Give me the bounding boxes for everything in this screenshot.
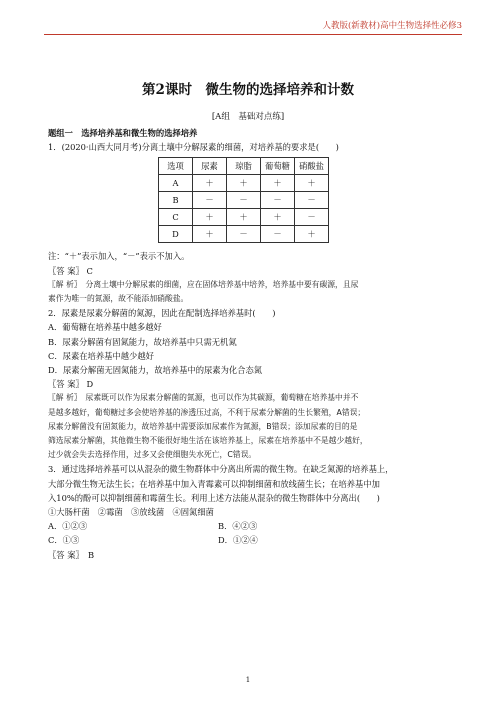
q3-stem-line: 3．通过选择培养基可以从混杂的微生物群体中分离出所需的微生物。在缺乏氮源的培养基上， <box>48 464 394 475</box>
table-cell: ＋ <box>193 209 227 226</box>
section-label: [A组 基础对点练] <box>211 112 285 122</box>
table-header-row <box>159 158 329 175</box>
q3-options-row <box>48 533 462 547</box>
table-cell: B <box>159 192 193 209</box>
page-title: 第2课时 微生物的选择培养和计数 <box>142 82 354 98</box>
q2-analysis-line: 是越多越好，葡萄糖过多会使培养基的渗透压过高，不利于尿素分解菌的生长繁殖，A错误； <box>48 407 366 417</box>
table-row <box>159 226 329 243</box>
table-cell: － <box>295 192 329 209</box>
table-row <box>159 209 329 226</box>
table-cell: D <box>159 226 193 243</box>
q2-option: A．葡萄糖在培养基中越多越好 <box>48 322 162 333</box>
running-header: 人教版(新教材)高中生物选择性必修3 <box>322 21 462 31</box>
q3-option: B．④②③ <box>218 521 258 532</box>
table-header-cell: 硝酸盐 <box>295 158 329 175</box>
q3-option: A．①②③ <box>48 521 88 532</box>
q2-analysis-line: 尿素分解菌没有固氮能力，故培养基中需要添加尿素作为氮源，B错误；添加尿素的目的是 <box>48 421 358 431</box>
table-cell: ＋ <box>227 209 261 226</box>
table-cell: － <box>193 192 227 209</box>
q3-answer: 〖答 案〗 B <box>48 549 95 560</box>
q2-answer: 〖答 案〗 D <box>48 379 94 390</box>
table-cell: ＋ <box>193 175 227 192</box>
table-header-cell: 选项 <box>159 158 193 175</box>
q2-option: B．尿素分解菌有固氮能力，故培养基中只需无机氮 <box>48 336 237 347</box>
q1-table <box>158 157 329 243</box>
table-row <box>159 175 329 192</box>
q1-analysis-line: 〖解 析〗 分离土壤中分解尿素的细菌，应在固体培养基中培养，培养基中要有碳源，且尿 <box>48 279 359 289</box>
q2-option: C．尿素在培养基中越少越好 <box>48 350 154 361</box>
q1-note: 注：“＋”表示加入，“－”表示不加入。 <box>48 251 190 262</box>
table-cell: ＋ <box>295 175 329 192</box>
table-cell: － <box>227 226 261 243</box>
table-cell: ＋ <box>295 226 329 243</box>
q2-analysis-line: 〖解 析〗 尿素既可以作为尿素分解菌的氮源，也可以作为其碳源，葡萄糖在培养基中并不 <box>48 393 359 403</box>
q3-stem-line: 入10%的酚可以抑制细菌和霉菌生长。利用上述方法能从混杂的微生物群体中分离出( ) <box>48 492 380 503</box>
table-cell: ＋ <box>227 175 261 192</box>
group-heading: 题组一 选择培养基和微生物的选择培养 <box>48 128 198 138</box>
q3-stem-line: ①大肠杆菌 ②霉菌 ③放线菌 ④固氮细菌 <box>48 507 214 518</box>
table-cell: － <box>261 192 295 209</box>
q1-answer: 〖答 案〗 C <box>48 265 93 276</box>
table-header-cell: 尿素 <box>193 158 227 175</box>
q2-analysis-line: 过少就会失去选择作用，过多又会使细胞失水死亡，C错误。 <box>48 450 257 460</box>
document-body <box>48 126 462 562</box>
q1-analysis-line: 素作为唯一的氮源，故不能添加硝酸盐。 <box>48 294 189 304</box>
q2-analysis-line: 筛选尿素分解菌，其他微生物不能很好地生活在该培养基上，尿素在培养基中不是越少越好， <box>48 436 368 446</box>
q2-option: D．尿素分解菌无固氮能力，故培养基中的尿素为化合态氮 <box>48 365 263 376</box>
table-cell: － <box>261 226 295 243</box>
q3-options-row <box>48 519 462 533</box>
table-cell: C <box>159 209 193 226</box>
table-cell: A <box>159 175 193 192</box>
table-cell: ＋ <box>261 209 295 226</box>
q1-stem: 1．(2020·山西大同月考)分离土壤中分解尿素的细菌，对培养基的要求是( ) <box>48 142 339 153</box>
table-cell: － <box>227 192 261 209</box>
q2-stem: 2．尿素是尿素分解菌的氮源，因此在配制选择培养基时( ) <box>48 308 276 319</box>
table-cell: ＋ <box>193 226 227 243</box>
q3-stem-line: 大部分微生物无法生长；在培养基中加入青霉素可以抑制细菌和放线菌生长；在培养基中加 <box>48 478 380 489</box>
header-rule <box>44 34 462 35</box>
table-cell: － <box>295 209 329 226</box>
table-row <box>159 192 329 209</box>
q3-option: C．①③ <box>48 535 80 546</box>
q3-option: D．①②④ <box>218 535 258 546</box>
page-number: 1 <box>245 676 251 684</box>
table-header-cell: 葡萄糖 <box>261 158 295 175</box>
table-cell: ＋ <box>261 175 295 192</box>
table-header-cell: 琼脂 <box>227 158 261 175</box>
